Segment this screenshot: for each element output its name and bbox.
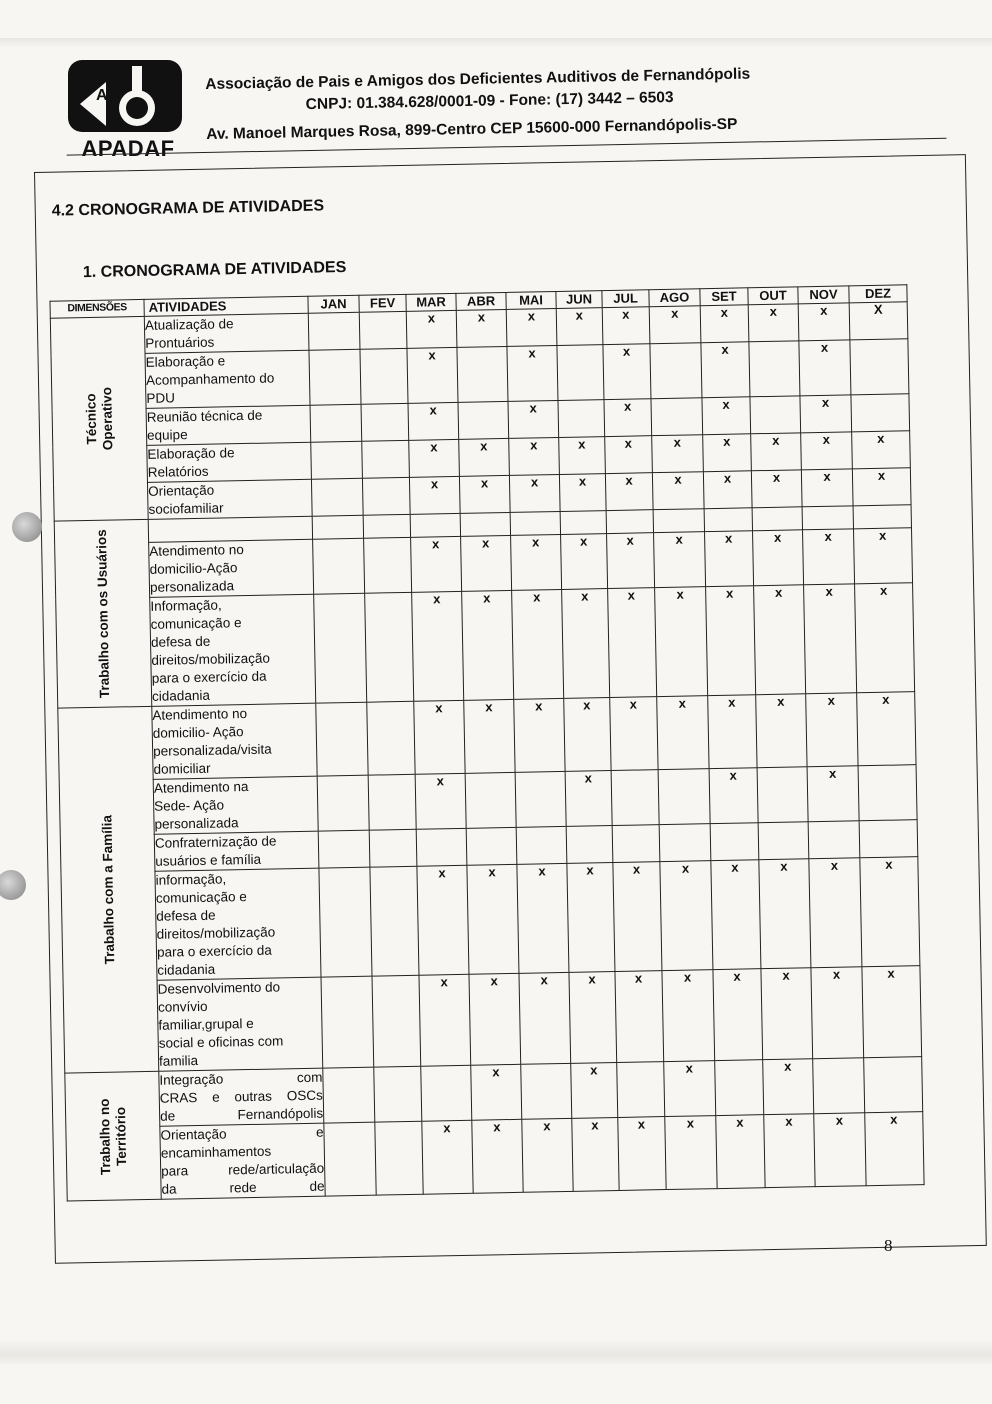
month-mark-cell [321,976,374,1068]
month-mark-cell [521,1063,572,1119]
activity-cell [153,776,318,834]
activity-line: personalizada/visita [152,741,272,759]
month-mark-cell: x [604,399,652,437]
month-mark-cell: x [569,971,617,1063]
month-mark-cell: x [461,535,512,591]
month-mark-cell: x [559,437,606,475]
month-mark-cell [368,774,416,830]
month-mark-cell [864,1057,923,1113]
month-mark-cell [850,339,909,395]
month-mark-cell [458,401,509,439]
activity-line: CRAS e outras OSCs [159,1087,323,1106]
org-name: Associação de Pais e Amigos dos Deficientes Auditivos de Fernandópolis [205,65,751,93]
header-rule [67,138,947,156]
month-mark-cell [310,404,362,442]
month-mark-cell: x [559,474,606,512]
month-mark-cell [757,767,808,823]
month-mark-cell [750,396,801,434]
month-mark-cell: x [464,699,515,773]
month-mark-cell: x [809,858,862,968]
month-mark-cell: x [798,303,850,341]
month-mark-cell [372,975,421,1067]
month-mark-cell: x [605,473,653,511]
month-mark-cell: x [407,347,458,403]
table-row [56,583,915,708]
month-mark-cell: x [852,468,911,506]
dimension-label: Trabalho com os Usuários [93,529,112,699]
table-row [63,966,922,1073]
month-mark-cell [362,477,410,515]
month-mark-cell: x [419,974,471,1066]
month-mark-cell [367,701,415,775]
dimensions-header: DIMENSÕES [50,299,144,318]
month-mark-cell: x [462,590,514,700]
month-mark-cell: x [508,400,559,438]
month-mark-cell [715,1060,764,1116]
month-mark-cell [557,345,604,401]
activity-cell [159,1068,324,1126]
month-mark-cell [370,866,419,976]
activity-line: personalizada [149,578,235,595]
month-mark-cell: x [664,1061,716,1117]
month-header: JUL [602,290,649,308]
activity-cell [145,350,310,408]
month-header: SET [700,288,748,306]
month-mark-cell [704,508,752,532]
month-mark-cell: x [702,397,751,435]
activity-line: para o exercício da [151,668,267,686]
activity-line: equipe [146,427,188,443]
month-mark-cell [853,505,911,529]
month-mark-cell [374,1066,422,1122]
month-mark-cell [324,1122,376,1196]
month-mark-cell: x [801,469,853,507]
month-mark-cell: x [649,306,701,344]
activity-line: Orientação [148,482,215,499]
dimension-label: Trabalho com a Família [98,814,117,965]
activity-line: familiar,grupal e [158,1015,254,1033]
month-mark-cell: X [849,302,908,340]
month-mark-cell: x [708,695,757,769]
month-mark-cell [457,346,508,402]
month-mark-cell [312,515,363,539]
activity-line: de Fernandópolis [160,1105,324,1124]
activity-line: familia [158,1053,199,1069]
month-mark-cell [416,828,467,866]
month-mark-cell [363,514,410,538]
month-mark-cell [314,593,367,703]
month-mark-cell: x [665,1116,717,1190]
activity-line: Reunião técnica de [146,407,263,425]
month-mark-cell: x [751,433,802,471]
month-mark-cell: x [855,583,915,693]
month-mark-cell: x [803,529,855,585]
activities-header: ATIVIDADES [144,296,308,316]
month-mark-cell: x [652,435,704,473]
month-mark-cell: x [467,864,519,974]
month-mark-cell [361,403,409,441]
activity-cell [160,1123,325,1199]
month-mark-cell: x [662,970,715,1062]
org-cnpj-phone: CNPJ: 01.384.628/0001-09 - Fone: (17) 3442 – 6503 [305,89,674,114]
month-mark-cell: x [759,859,811,969]
activity-line: defesa de [156,907,216,924]
activity-line: Atualização de [144,316,234,333]
month-mark-cell [659,824,711,862]
month-mark-cell [510,511,560,535]
month-mark-cell [566,826,613,864]
month-mark-cell: x [713,969,763,1061]
activity-cell [157,977,323,1071]
month-mark-cell: x [800,395,852,433]
activity-cell [146,405,311,445]
activity-line: Elaboração de [147,445,235,462]
month-header: FEV [359,294,406,312]
month-mark-cell: x [657,696,709,770]
month-mark-cell [421,1065,472,1121]
activity-line: Atendimento no [149,542,245,559]
month-mark-cell: x [603,344,651,400]
month-mark-cell: x [519,972,571,1064]
activity-line: para o exercício da [156,942,272,960]
month-mark-cell: x [512,589,564,699]
month-mark-cell [410,513,460,537]
scan-edge-top [0,38,992,48]
activity-line: para rede/articulação [161,1160,325,1179]
month-mark-cell [749,341,800,397]
month-mark-cell: x [761,968,813,1060]
month-mark-cell [516,826,567,864]
month-mark-cell: x [705,531,754,587]
month-mark-cell [612,825,660,863]
month-mark-cell [808,821,860,859]
month-mark-cell: x [607,533,655,589]
month-mark-cell: x [514,698,565,772]
month-mark-cell [365,592,414,702]
month-mark-cell [362,440,410,478]
month-mark-cell: x [748,304,799,342]
activity-line: encaminhamentos [160,1143,272,1161]
month-header: JUN [556,291,602,309]
month-mark-cell: x [602,307,650,345]
month-mark-cell: x [801,432,853,470]
month-header: MAR [406,293,456,311]
month-mark-cell: x [522,1118,573,1192]
month-mark-cell: x [509,474,560,512]
logo-text: APADAF [81,136,175,161]
month-mark-cell [465,772,516,828]
month-mark-cell: x [716,1115,765,1189]
month-mark-cell: x [511,534,562,590]
month-mark-cell [752,507,802,531]
dimension-cell [50,316,148,521]
month-mark-cell: x [862,966,922,1058]
month-mark-cell [318,830,370,868]
month-mark-cell: x [517,863,569,973]
month-mark-cell: x [701,342,750,398]
month-mark-cell: x [751,470,802,508]
month-mark-cell [858,765,917,821]
month-mark-cell: x [456,309,507,347]
activity-line: cidadania [151,687,211,704]
letterhead [205,55,887,163]
month-mark-cell: x [572,1117,619,1191]
month-mark-cell [311,441,363,479]
month-header: ABR [456,292,506,310]
month-mark-cell: x [613,862,662,972]
month-mark-cell [311,478,363,516]
activity-line: domiciliar [153,760,211,777]
activity-line: Confraternização de [154,833,277,851]
month-mark-cell: x [411,536,462,592]
month-mark-cell [859,820,918,858]
scan-edge-bottom [0,1340,992,1364]
dimension-cell [58,706,159,1073]
activity-line: convívio [157,998,208,1015]
schedule-table [49,284,924,1201]
month-mark-cell: x [814,1113,866,1187]
month-mark-cell [323,1067,375,1123]
activity-line: Elaboração e [145,353,226,370]
month-header: MAI [506,292,556,310]
month-header: DEZ [849,285,907,303]
activity-line: Orientação e [160,1124,324,1143]
month-mark-cell: x [709,768,758,824]
month-mark-cell: x [412,591,464,701]
month-mark-cell [317,775,369,831]
activity-line: cidadania [157,961,216,978]
month-mark-cell [813,1058,865,1114]
month-mark-cell: x [561,534,608,590]
month-mark-cell: x [711,860,761,970]
binder-hole [12,512,42,542]
month-mark-cell: x [409,439,460,477]
svg-text:A: A [96,87,108,104]
month-mark-cell [319,867,372,977]
month-mark-cell [758,822,809,860]
activity-line: domicilio-Ação [149,560,238,577]
month-mark-cell: x [652,472,704,510]
activity-line: direitos/mobilização [151,650,271,668]
month-mark-cell [606,510,653,534]
month-mark-cell: x [807,766,859,822]
month-mark-cell: x [753,530,804,586]
activity-line: Prontuários [145,334,215,351]
month-mark-cell: x [865,1112,924,1186]
month-mark-cell: x [564,698,611,772]
month-mark-cell: x [852,431,911,469]
activity-line: Atendimento no [152,706,248,723]
activity-cell [154,831,319,871]
month-mark-cell: x [571,1062,618,1118]
month-mark-cell: x [655,587,708,697]
month-mark-cell: x [799,340,851,396]
month-mark-cell: x [660,861,713,971]
month-mark-cell [851,394,910,432]
activity-cell [152,703,317,779]
month-header: NOV [798,286,849,304]
month-mark-cell [316,702,368,776]
activity-line: sociofamiliar [148,500,224,517]
activity-line: Relatórios [147,463,209,480]
month-mark-cell: x [764,1114,815,1188]
month-mark-cell: x [806,693,858,767]
activity-line: comunicação e [150,615,242,632]
month-mark-cell [710,823,759,861]
month-mark-cell: x [409,476,460,514]
month-mark-cell: x [506,308,557,346]
page-number: 8 [884,1236,893,1255]
month-mark-cell: x [567,863,615,973]
dimension-cell [65,1071,161,1201]
activity-line: domicilio- Ação [152,724,244,741]
month-mark-cell: x [562,589,610,699]
activity-line: PDU [146,390,176,406]
activity-line: Sede- Ação [154,797,225,814]
page-frame [34,154,987,1264]
ear-hand-icon [68,60,182,132]
activity-cell [147,442,312,482]
month-mark-cell: x [417,865,469,975]
activity-line: personalizada [154,815,239,832]
month-mark-cell: x [556,308,603,346]
month-mark-cell [515,771,566,827]
month-mark-cell: x [700,305,749,343]
month-header: JAN [308,295,359,313]
month-mark-cell: x [471,1064,522,1120]
month-mark-cell: x [615,971,664,1063]
month-mark-cell [617,1062,665,1118]
table-row [61,857,920,982]
section-title: 4.2 CRONOGRAMA DE ATIVIDADES [51,197,325,220]
activity-cell [147,479,312,519]
activity-line: defesa de [150,633,211,650]
activity-line: Desenvolvimento do [157,979,281,997]
activity-line: Integração com [159,1069,323,1088]
month-mark-cell [308,312,360,350]
month-mark-cell: x [469,973,521,1065]
activity-cell [155,868,321,980]
month-mark-cell [651,398,703,436]
month-mark-cell [309,349,361,405]
month-mark-cell [313,538,365,594]
month-mark-cell [611,770,659,826]
activity-cell [144,313,309,353]
activity-line: comunicação e [155,889,247,906]
activity-line: da rede de [161,1178,325,1197]
month-mark-cell: x [459,438,510,476]
month-mark-cell: x [618,1117,666,1191]
activity-cell [148,516,312,542]
activity-line: informação, [155,871,227,888]
activity-line: Informação, [150,597,222,614]
dimension-label: Trabalho no Território [96,1097,129,1175]
month-mark-cell: x [415,773,466,829]
month-mark-cell [364,537,412,593]
month-mark-cell [375,1121,423,1195]
month-mark-cell: x [754,585,806,695]
activity-line: direitos/mobilização [156,924,276,942]
month-mark-cell: x [459,475,510,513]
month-mark-cell [460,512,510,536]
month-mark-cell [658,769,710,825]
dimension-cell [54,519,152,708]
month-mark-cell: x [854,528,913,584]
activity-line: usuários e família [155,851,262,869]
month-header: AGO [649,289,700,307]
month-mark-cell [560,511,606,535]
month-mark-cell: x [706,586,756,696]
month-mark-cell: x [509,437,560,475]
activity-line: Acompanhamento do [145,370,275,388]
month-mark-cell: x [472,1119,523,1193]
month-mark-cell: x [565,771,612,827]
month-mark-cell: x [703,434,752,472]
schedule-table-wrap [49,284,924,1250]
activity-cell [150,594,316,706]
activity-line: Atendimento na [153,778,249,796]
dimension-label: Técnico Operativo [82,386,115,451]
org-address: Av. Manoel Marques Rosa, 899-Centro CEP 15600-000 Fernandópolis-SP [206,115,738,143]
month-mark-cell [650,343,702,399]
month-mark-cell: x [507,345,558,401]
month-mark-cell [360,348,408,404]
apadaf-logo [68,60,186,161]
month-mark-cell: x [811,967,864,1059]
month-mark-cell: x [654,532,706,588]
month-header: OUT [748,287,798,305]
month-mark-cell: x [414,700,465,774]
month-mark-cell [558,400,605,438]
binder-hole [0,870,26,900]
month-mark-cell [653,509,704,533]
month-mark-cell: x [408,402,459,440]
month-mark-cell [359,311,407,349]
month-mark-cell: x [763,1059,814,1115]
month-mark-cell: x [860,857,920,967]
month-mark-cell [369,829,417,867]
month-mark-cell [466,827,517,865]
activity-line: social e oficinas com [158,1033,284,1051]
month-mark-cell: x [804,584,857,694]
month-mark-cell: x [605,436,653,474]
month-mark-cell: x [857,692,916,766]
month-mark-cell: x [756,694,807,768]
month-mark-cell: x [610,697,658,771]
month-mark-cell: x [703,471,752,509]
schedule-title: 1. CRONOGRAMA DE ATIVIDADES [82,259,347,282]
activity-cell [149,539,314,597]
logo-emblem [68,60,182,132]
month-mark-cell: x [608,588,657,698]
month-mark-cell: x [422,1120,473,1194]
month-mark-cell: x [406,310,457,348]
month-mark-cell [802,506,853,530]
